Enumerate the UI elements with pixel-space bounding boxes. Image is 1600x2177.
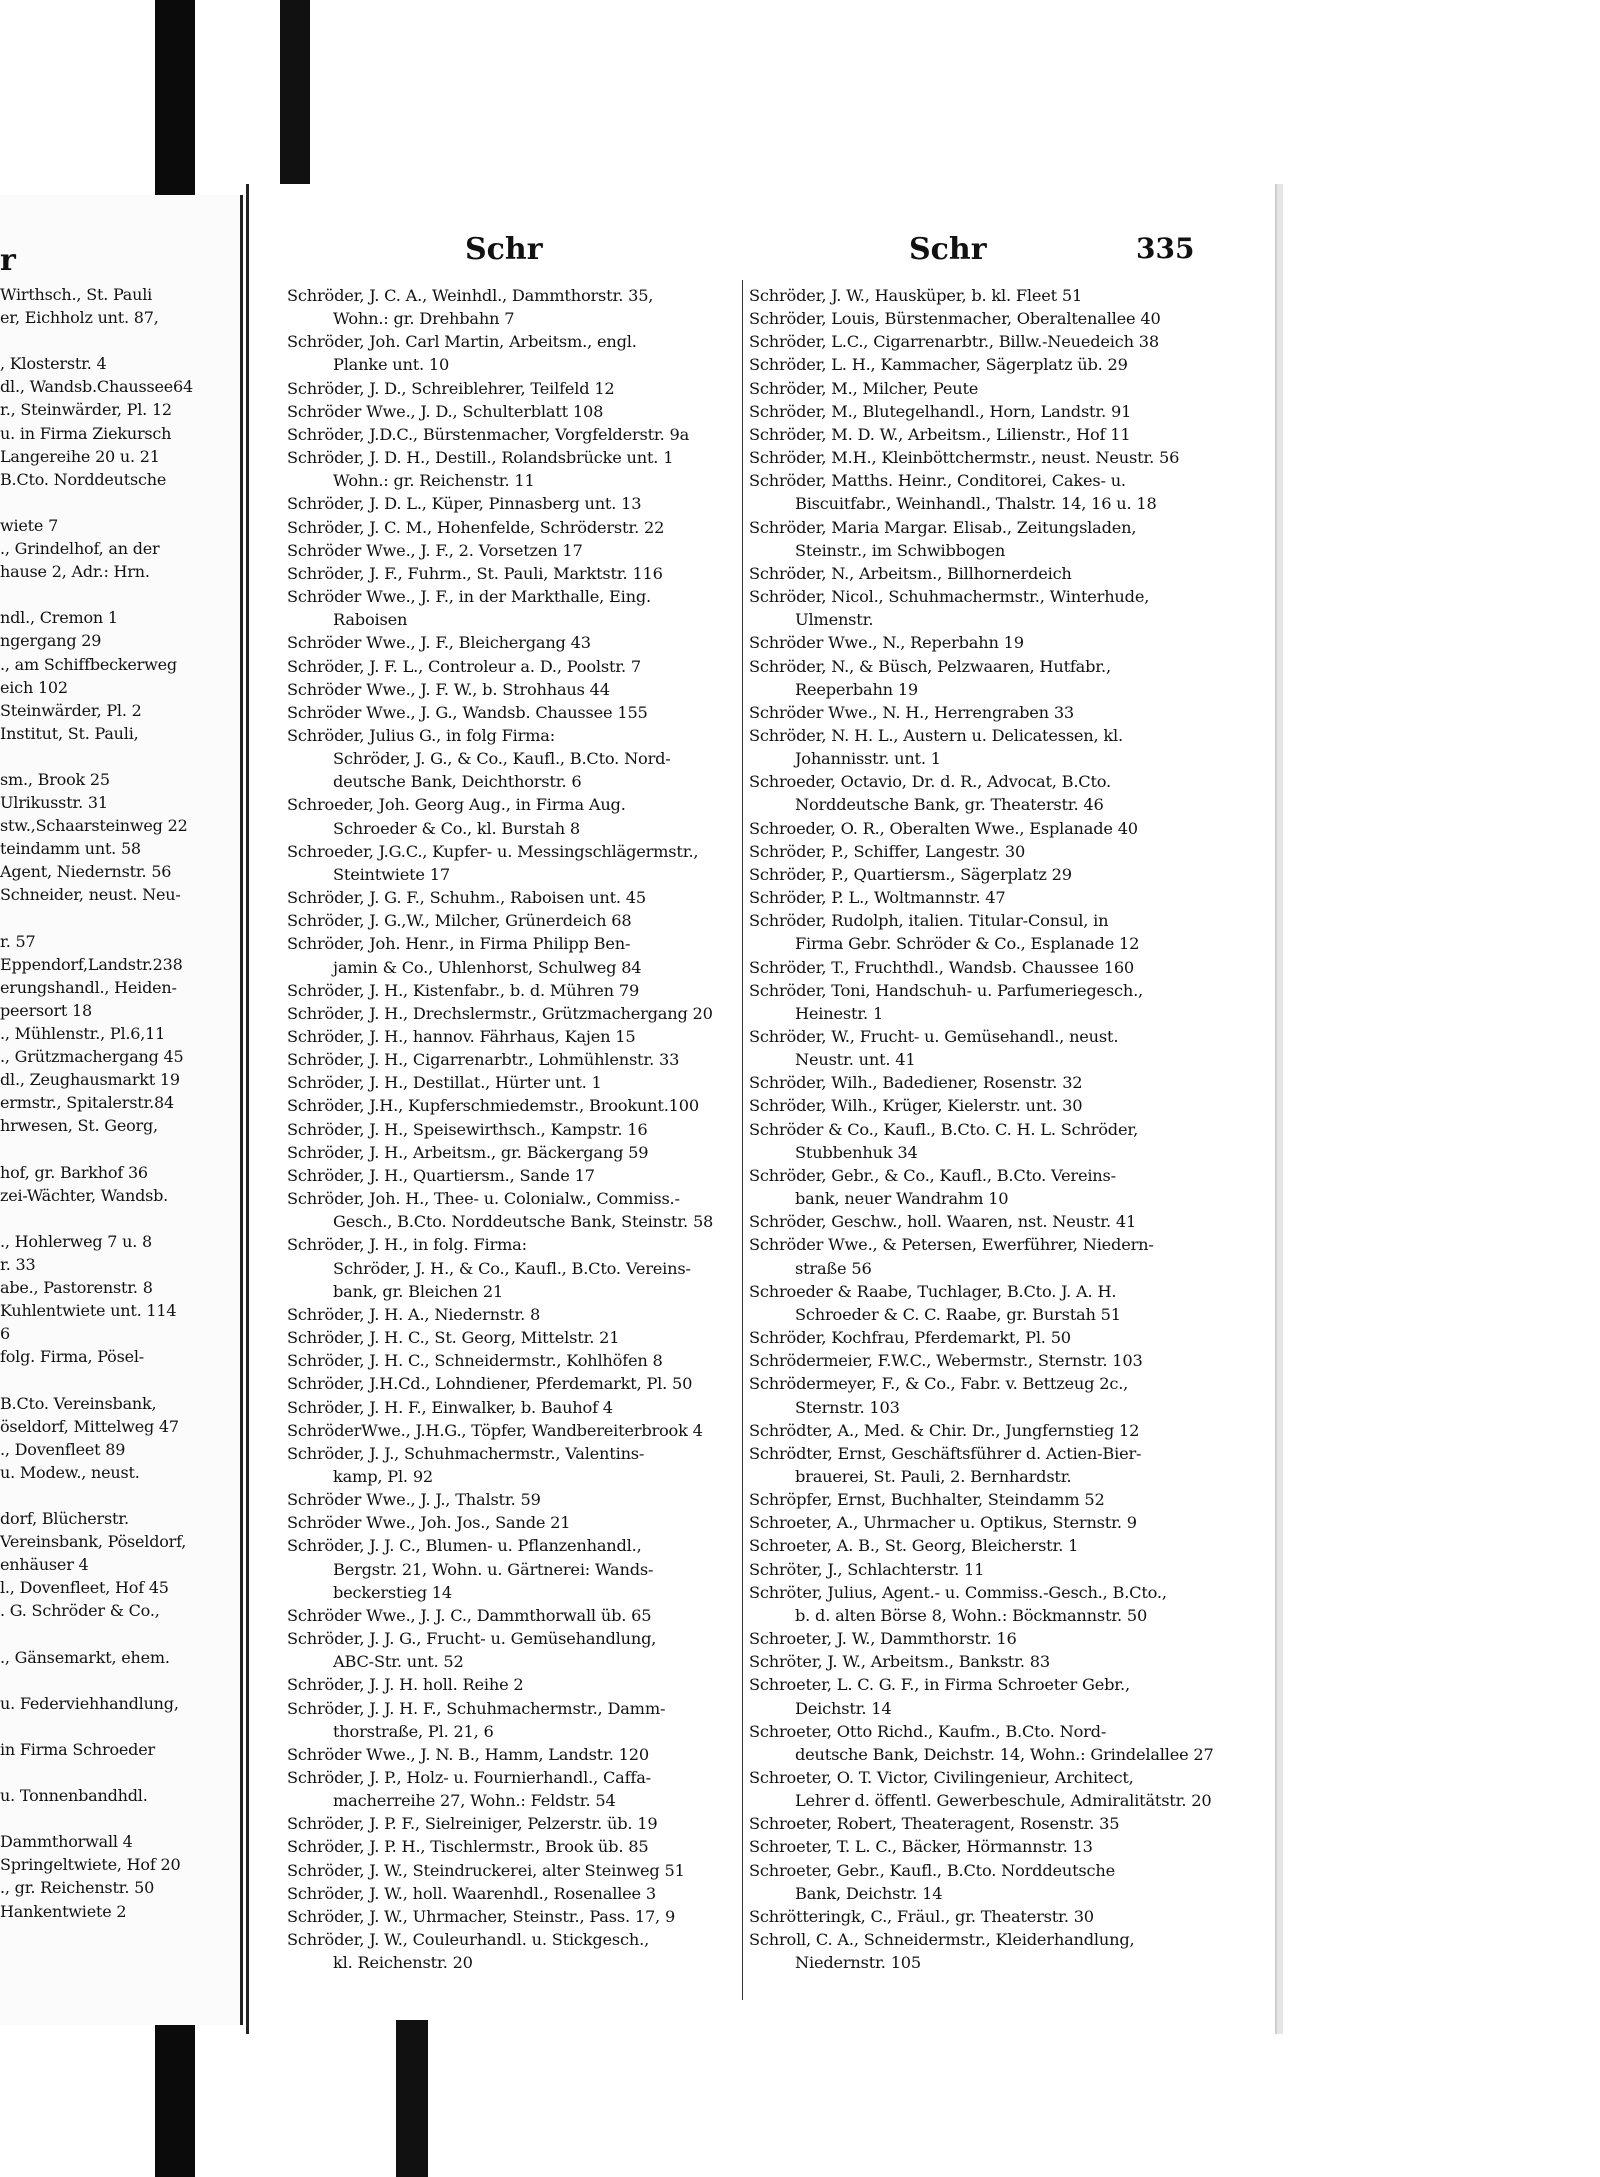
- left-page-line: [0, 1137, 240, 1160]
- directory-entry: Schröder, J. F. L., Controleur a. D., Poolstr. 7: [287, 656, 642, 676]
- directory-entry: Schröder, J.D.C., Bürstenmacher, Vorgfelderstr. 9a: [287, 424, 690, 444]
- directory-entry-continuation: Biscuitfabr., Weinhandl., Thalstr. 14, 16 u. 18: [795, 494, 1157, 514]
- directory-entry: Schröder, J.H.Cd., Lohndiener, Pferdemarkt, Pl. 50: [287, 1374, 693, 1394]
- left-page-line: Schneider, neust. Neu-: [0, 885, 181, 905]
- directory-entry: Schroeter, Gebr., Kaufl., B.Cto. Norddeutsche: [749, 1860, 1115, 1880]
- left-page-line: ndl., Cremon 1: [0, 608, 118, 628]
- directory-entry: Schröder, J. J. G., Frucht- u. Gemüsehandlung,: [287, 1629, 657, 1649]
- directory-entry: Schroeter, Robert, Theateragent, Rosenstr. 35: [749, 1814, 1120, 1834]
- left-page-line: r. 33: [0, 1254, 36, 1274]
- left-page-line: [0, 329, 240, 352]
- directory-entry: Schrödermeier, F.W.C., Webermstr., Sternstr. 103: [749, 1351, 1143, 1371]
- left-page-line: Dammthorwall 4: [0, 1832, 133, 1852]
- directory-entry: Schroeder, Octavio, Dr. d. R., Advocat, B.Cto.: [749, 772, 1111, 792]
- left-page-line: abe., Pastorenstr. 8: [0, 1278, 153, 1298]
- left-page-fragment: [0, 195, 243, 2025]
- directory-entry: Schröder, N., & Büsch, Pelzwaaren, Hutfabr.,: [749, 656, 1111, 676]
- directory-entry: Schröder Wwe., J. F., 2. Vorsetzen 17: [287, 540, 583, 560]
- left-page-line: dl., Wandsb.Chaussee64: [0, 377, 194, 397]
- left-page-line: hof, gr. Barkhof 36: [0, 1162, 148, 1182]
- directory-entry: Schröder, Rudolph, italien. Titular-Consul, in: [749, 911, 1109, 931]
- directory-entry: SchröderWwe., J.H.G., Töpfer, Wandbereiterbrook 4: [287, 1420, 703, 1440]
- left-page-line: ., gr. Reichenstr. 50: [0, 1878, 155, 1898]
- directory-entry: Schrötteringk, C., Fräul., gr. Theaterstr. 30: [749, 1906, 1094, 1926]
- directory-entry: Schröder, J. H. C., Schneidermstr., Kohlhöfen 8: [287, 1351, 663, 1371]
- directory-entry: Schröder, Gebr., & Co., Kaufl., B.Cto. Vereins-: [749, 1165, 1116, 1185]
- left-page-line: eich 102: [0, 677, 68, 697]
- directory-entry-continuation: thorstraße, Pl. 21, 6: [333, 1721, 494, 1741]
- left-page-line: [0, 1207, 240, 1230]
- directory-entry-continuation: Raboisen: [333, 610, 408, 630]
- left-page-line: r. 57: [0, 931, 36, 951]
- directory-entry: Schröder, J. W., holl. Waarenhdl., Rosenallee 3: [287, 1883, 656, 1903]
- directory-entry: Schröder, J. C. A., Weinhdl., Dammthorstr. 35,: [287, 286, 654, 305]
- directory-entry-continuation: kl. Reichenstr. 20: [333, 1953, 473, 1973]
- directory-entry: Schröder Wwe., J. J. C., Dammthorwall üb. 65: [287, 1605, 652, 1625]
- directory-entry: Schröder, Joh. H., Thee- u. Colonialw., Commiss.-: [287, 1189, 680, 1209]
- directory-entry: Schröder Wwe., J. G., Wandsb. Chaussee 155: [287, 702, 648, 722]
- left-page-header: r: [0, 243, 16, 278]
- directory-entry-continuation: Bergstr. 21, Wohn. u. Gärtnerei: Wands-: [333, 1559, 654, 1579]
- directory-column-right: [749, 284, 1237, 1974]
- directory-entry: Schröder, J. F., Fuhrm., St. Pauli, Marktstr. 116: [287, 563, 663, 583]
- directory-entry: Schröder, Geschw., holl. Waaren, nst. Neustr. 41: [749, 1212, 1137, 1232]
- left-page-line: hrwesen, St. Georg,: [0, 1116, 158, 1136]
- left-page-line: Ulrikusstr. 31: [0, 793, 108, 813]
- directory-entry: Schröder, J. P., Holz- u. Fournierhandl., Caffa-: [287, 1768, 651, 1787]
- left-page-line: enhäuser 4: [0, 1555, 89, 1575]
- left-page-line: wiete 7: [0, 515, 59, 535]
- column-divider: [742, 280, 743, 2000]
- directory-entry: Schröder, J. D. L., Küper, Pinnasberg unt. 13: [287, 494, 642, 514]
- directory-entry: Schröder, J. H., Kistenfabr., b. d. Mühren 79: [287, 980, 640, 1000]
- directory-entry: Schröder, J. H., Speisewirthsch., Kampstr. 16: [287, 1119, 648, 1139]
- directory-entry-continuation: beckerstieg 14: [333, 1582, 453, 1602]
- directory-entry: Schröder Wwe., J. F., in der Markthalle, Eing.: [287, 587, 651, 607]
- directory-entry-continuation: straße 56: [795, 1258, 872, 1278]
- directory-entry-continuation: Planke unt. 10: [333, 355, 450, 375]
- directory-entry: Schröder Wwe., N., Reperbahn 19: [749, 633, 1024, 653]
- directory-entry-continuation: bank, neuer Wandrahm 10: [795, 1189, 1009, 1209]
- directory-entry: Schröder, J. J. H. F., Schuhmachermstr., Damm-: [287, 1698, 666, 1718]
- left-page-line: Institut, St. Pauli,: [0, 723, 139, 743]
- directory-column-left: [287, 284, 775, 1974]
- directory-entry: Schröder, Joh. Henr., in Firma Philipp Ben-: [287, 934, 631, 954]
- directory-entry-continuation: bank, gr. Bleichen 21: [333, 1281, 504, 1301]
- left-page-line: dl., Zeughausmarkt 19: [0, 1070, 180, 1090]
- directory-entry: Schröter, J., Schlachterstr. 11: [749, 1559, 985, 1579]
- directory-entry: Schröder, P., Schiffer, Langestr. 30: [749, 841, 1026, 861]
- directory-entry: Schröder, P. L., Woltmannstr. 47: [749, 888, 1006, 908]
- directory-entry: Schröder, J. C. M., Hohenfelde, Schröderstr. 22: [287, 517, 665, 537]
- left-page-line: erungshandl., Heiden-: [0, 977, 177, 997]
- directory-entry-continuation: brauerei, St. Pauli, 2. Bernhardstr.: [795, 1466, 1072, 1486]
- directory-entry: Schroeter, O. T. Victor, Civilingenieur, Architect,: [749, 1768, 1134, 1787]
- directory-entry-continuation: deutsche Bank, Deichthorstr. 6: [333, 772, 582, 792]
- left-page-line: l., Dovenfleet, Hof 45: [0, 1578, 169, 1598]
- directory-entry: Schröder, Matths. Heinr., Conditorei, Cakes- u.: [749, 471, 1126, 491]
- directory-entry: Schröder, M.H., Kleinböttchermstr., neust. Neustr. 56: [749, 448, 1180, 468]
- left-page-line: u. Federviehhandlung,: [0, 1693, 179, 1713]
- directory-entry: Schröder, Toni, Handschuh- u. Parfumeriegesch.,: [749, 980, 1143, 1000]
- directory-entry: Schröder, J. P. H., Tischlermstr., Brook üb. 85: [287, 1837, 649, 1857]
- directory-entry: Schröder, Julius G., in folg Firma:: [287, 725, 555, 745]
- directory-entry: Schröder, W., Frucht- u. Gemüsehandl., neust.: [749, 1027, 1119, 1046]
- directory-entry: Schröder, M., Milcher, Peute: [749, 378, 979, 398]
- directory-entry: Schröder, Maria Margar. Elisab., Zeitungsladen,: [749, 517, 1137, 537]
- left-page-line: öseldorf, Mittelweg 47: [0, 1416, 179, 1436]
- left-page-line: [0, 583, 240, 606]
- directory-entry: Schröder, J. H. F., Einwalker, b. Bauhof 4: [287, 1397, 613, 1417]
- directory-entry-continuation: macherreihe 27, Wohn.: Feldstr. 54: [333, 1791, 616, 1811]
- directory-entry-continuation: Steinstr., im Schwibbogen: [795, 540, 1006, 560]
- directory-entry-continuation: Sternstr. 103: [795, 1397, 900, 1417]
- left-page-line: folg. Firma, Pösel-: [0, 1347, 144, 1367]
- left-page-line: ., Grindelhof, an der: [0, 539, 160, 559]
- directory-entry-continuation: Schröder, J. H., & Co., Kaufl., B.Cto. Vereins-: [333, 1258, 691, 1278]
- directory-entry: Schröder, J. G. F., Schuhm., Raboisen unt. 45: [287, 888, 646, 908]
- left-page-line: ., Dovenfleet 89: [0, 1439, 126, 1459]
- left-page-line: [0, 1622, 240, 1645]
- directory-entry-continuation: Ulmenstr.: [795, 610, 874, 630]
- directory-entry: Schröter, Julius, Agent.- u. Commiss.-Gesch., B.Cto.,: [749, 1582, 1167, 1602]
- directory-entry-continuation: Wohn.: gr. Drehbahn 7: [333, 309, 515, 329]
- left-page-line: , Klosterstr. 4: [0, 354, 107, 374]
- directory-entry-continuation: Johannisstr. unt. 1: [795, 749, 941, 769]
- left-page-line: [0, 1669, 240, 1692]
- directory-entry-continuation: Firma Gebr. Schröder & Co., Esplanade 12: [795, 934, 1140, 954]
- left-page-line: Eppendorf,Landstr.238: [0, 954, 183, 974]
- right-page: [246, 184, 1277, 2034]
- page-header: [249, 232, 1249, 276]
- left-page-line: dorf, Blücherstr.: [0, 1508, 129, 1528]
- directory-entry: Schröder, J.H., Kupferschmiedemstr., Brookunt.100: [287, 1096, 699, 1116]
- left-page-line: sm., Brook 25: [0, 769, 110, 789]
- directory-entry-continuation: Heinestr. 1: [795, 1003, 884, 1023]
- directory-entry: Schröder Wwe., J. F. W., b. Strohhaus 44: [287, 679, 610, 699]
- directory-entry: Schröder, J. H., in folg. Firma:: [287, 1235, 527, 1255]
- directory-entry-continuation: Norddeutsche Bank, gr. Theaterstr. 46: [795, 795, 1104, 815]
- left-page-line: er, Eichholz unt. 87,: [0, 308, 159, 328]
- directory-entry: Schröder, J. H., Quartiersm., Sande 17: [287, 1165, 595, 1185]
- directory-entry: Schröder, J. H., Drechslermstr., Grützmachergang 20: [287, 1003, 713, 1023]
- directory-entry: Schrödter, Ernst, Geschäftsführer d. Actien-Bier-: [749, 1443, 1142, 1463]
- directory-entry-continuation: Reeperbahn 19: [795, 679, 919, 699]
- directory-entry: Schröder, J. H., Destillat., Hürter unt. 1: [287, 1073, 602, 1093]
- left-page-line: ., am Schiffbeckerweg: [0, 654, 177, 674]
- directory-entry: Schröder, T., Fruchthdl., Wandsb. Chaussee 160: [749, 957, 1135, 977]
- left-page-line: ., Gänsemarkt, ehem.: [0, 1647, 170, 1667]
- directory-entry: Schrödermeyer, F., & Co., Fabr. v. Bettzeug 2c.,: [749, 1374, 1129, 1394]
- left-page-line: B.Cto. Vereinsbank,: [0, 1393, 157, 1413]
- directory-entry: Schröder, Nicol., Schuhmachermstr., Winterhude,: [749, 587, 1150, 607]
- directory-entry: Schroeder & Raabe, Tuchlager, B.Cto. J. A. H.: [749, 1281, 1117, 1301]
- directory-entry: Schröder, N. H. L., Austern u. Delicatessen, kl.: [749, 725, 1123, 745]
- directory-entry: Schroeter, T. L. C., Bäcker, Hörmannstr. 13: [749, 1837, 1093, 1857]
- directory-entry: Schröder, J. J., Schuhmachermstr., Valentins-: [287, 1443, 645, 1463]
- directory-entry: Schröder, J. D. H., Destill., Rolandsbrücke unt. 1: [287, 448, 674, 468]
- left-page-line: ., Grützmachergang 45: [0, 1047, 184, 1067]
- directory-entry: Schröder, M. D. W., Arbeitsm., Lilienstr., Hof 11: [749, 424, 1131, 444]
- running-head-left: Schr: [465, 232, 543, 267]
- directory-entry-continuation: deutsche Bank, Deichstr. 14, Wohn.: Grindelallee 27: [795, 1744, 1214, 1764]
- directory-entry: Schroeter, A., Uhrmacher u. Optikus, Sternstr. 9: [749, 1513, 1137, 1533]
- left-page-line: [0, 745, 240, 768]
- directory-entry: Schröder, J. P. F., Sielreiniger, Pelzerstr. üb. 19: [287, 1814, 658, 1834]
- page-number: 335: [1136, 232, 1195, 265]
- directory-entry-continuation: ABC-Str. unt. 52: [333, 1652, 464, 1672]
- left-page-line: teindamm unt. 58: [0, 839, 141, 859]
- directory-entry: Schröder, J. H., hannov. Fährhaus, Kajen 15: [287, 1027, 636, 1046]
- directory-entry: Schröder Wwe., J. F., Bleichergang 43: [287, 633, 591, 653]
- directory-entry-continuation: Stubbenhuk 34: [795, 1142, 918, 1162]
- left-page-line: u. Modew., neust.: [0, 1462, 140, 1482]
- directory-entry: Schroeder, O. R., Oberalten Wwe., Esplanade 40: [749, 818, 1138, 838]
- left-page-line: ., Hohlerweg 7 u. 8: [0, 1231, 152, 1251]
- left-page-line: stw.,Schaarsteinweg 22: [0, 816, 188, 836]
- directory-entry: Schröder, J. H. C., St. Georg, Mittelstr. 21: [287, 1328, 620, 1348]
- directory-entry: Schröder, N., Arbeitsm., Billhornerdeich: [749, 563, 1072, 583]
- directory-entry: Schröder, J. W., Hausküper, b. kl. Fleet 51: [749, 286, 1083, 305]
- directory-entry-continuation: Deichstr. 14: [795, 1698, 892, 1718]
- directory-entry-continuation: Steintwiete 17: [333, 864, 450, 884]
- left-page-line: Langereihe 20 u. 21: [0, 446, 160, 466]
- directory-entry-continuation: Schröder, J. G., & Co., Kaufl., B.Cto. Nord-: [333, 749, 671, 769]
- left-page-line: 6: [0, 1324, 10, 1344]
- directory-entry: Schröder, Wilh., Krüger, Kielerstr. unt. 30: [749, 1096, 1083, 1116]
- left-page-line: Springeltwiete, Hof 20: [0, 1855, 181, 1875]
- directory-entry: Schröder Wwe., J. N. B., Hamm, Landstr. 120: [287, 1744, 649, 1764]
- directory-entry-continuation: b. d. alten Börse 8, Wohn.: Böckmannstr. 50: [795, 1605, 1148, 1625]
- left-page-line: peersort 18: [0, 1000, 92, 1020]
- left-page-line: [0, 1484, 240, 1507]
- directory-entry: Schröder & Co., Kaufl., B.Cto. C. H. L. Schröder,: [749, 1119, 1139, 1139]
- left-page-line: [0, 491, 240, 514]
- directory-entry: Schröder Wwe., N. H., Herrengraben 33: [749, 702, 1075, 722]
- directory-entry: Schröder, P., Quartiersm., Sägerplatz 29: [749, 864, 1072, 884]
- directory-entry-continuation: Niedernstr. 105: [795, 1953, 921, 1973]
- left-page-line: Vereinsbank, Pöseldorf,: [0, 1532, 187, 1552]
- directory-entry: Schröder, Wilh., Badediener, Rosenstr. 32: [749, 1073, 1083, 1093]
- directory-entry: Schröder, L. H., Kammacher, Sägerplatz üb. 29: [749, 355, 1128, 375]
- directory-entry: Schroll, C. A., Schneidermstr., Kleiderhandlung,: [749, 1930, 1135, 1950]
- left-page-line: ngergang 29: [0, 631, 102, 651]
- left-page-line: r., Steinwärder, Pl. 12: [0, 400, 172, 420]
- directory-entry: Schröder Wwe., J. D., Schulterblatt 108: [287, 401, 604, 421]
- directory-entry: Schröder, J. W., Steindruckerei, alter Steinweg 51: [287, 1860, 685, 1880]
- left-page-line: . G. Schröder & Co.,: [0, 1601, 160, 1621]
- directory-entry: Schröpfer, Ernst, Buchhalter, Steindamm 52: [749, 1490, 1105, 1510]
- left-page-line: Steinwärder, Pl. 2: [0, 700, 142, 720]
- left-page-line: u. in Firma Ziekursch: [0, 423, 172, 443]
- directory-entry: Schroeter, A. B., St. Georg, Bleicherstr. 1: [749, 1536, 1079, 1556]
- directory-entry: Schröder, J. H. A., Niedernstr. 8: [287, 1304, 541, 1324]
- directory-entry-continuation: Neustr. unt. 41: [795, 1050, 916, 1070]
- directory-entry: Schroeter, J. W., Dammthorstr. 16: [749, 1629, 1017, 1649]
- directory-entry: Schröder, J. J. C., Blumen- u. Pflanzenhandl.,: [287, 1536, 642, 1556]
- directory-entry: Schröder, Joh. Carl Martin, Arbeitsm., engl.: [287, 332, 637, 352]
- directory-entry: Schröter, J. W., Arbeitsm., Bankstr. 83: [749, 1652, 1050, 1672]
- directory-entry: Schröder, J. W., Uhrmacher, Steinstr., Pass. 17, 9: [287, 1906, 676, 1926]
- binding-tab: [396, 2020, 428, 2177]
- directory-entry-continuation: Lehrer d. öffentl. Gewerbeschule, Admiralitätstr. 20: [795, 1791, 1212, 1811]
- left-page-line: [0, 1807, 240, 1830]
- left-page-line: Hankentwiete 2: [0, 1901, 127, 1921]
- left-page-line: ., Mühlenstr., Pl.6,11: [0, 1024, 166, 1043]
- directory-entry: Schrödter, A., Med. & Chir. Dr., Jungfernstieg 12: [749, 1420, 1140, 1440]
- directory-entry: Schröder, J. J. H. holl. Reihe 2: [287, 1675, 524, 1695]
- directory-entry-continuation: Bank, Deichstr. 14: [795, 1883, 943, 1903]
- left-page-line: Kuhlentwiete unt. 114: [0, 1301, 177, 1321]
- left-page-line: u. Tonnenbandhdl.: [0, 1786, 148, 1806]
- directory-entry-continuation: Schroeder & C. C. Raabe, gr. Burstah 51: [795, 1304, 1121, 1324]
- directory-entry: Schröder, M., Blutegelhandl., Horn, Landstr. 91: [749, 401, 1132, 421]
- left-page-line: [0, 1761, 240, 1784]
- directory-entry-continuation: Schroeder & Co., kl. Burstah 8: [333, 818, 580, 838]
- directory-entry: Schröder, J. H., Cigarrenarbtr., Lohmühlenstr. 33: [287, 1050, 680, 1070]
- left-page-line: hause 2, Adr.: Hrn.: [0, 562, 150, 582]
- directory-entry-continuation: jamin & Co., Uhlenhorst, Schulweg 84: [333, 957, 642, 977]
- directory-entry: Schröder, J. H., Arbeitsm., gr. Bäckergang 59: [287, 1142, 649, 1162]
- running-head-right: Schr: [909, 232, 987, 267]
- directory-entry-continuation: kamp, Pl. 92: [333, 1466, 434, 1486]
- directory-entry: Schröder, J. G.,W., Milcher, Grünerdeich 68: [287, 911, 632, 931]
- directory-entry: Schröder Wwe., J. J., Thalstr. 59: [287, 1490, 541, 1510]
- left-page-line: [0, 907, 240, 930]
- left-page-line: ermstr., Spitalerstr.84: [0, 1093, 174, 1113]
- directory-entry: Schröder, L.C., Cigarrenarbtr., Billw.-Neuedeich 38: [749, 332, 1159, 352]
- directory-entry: Schröder Wwe., & Petersen, Ewerführer, Niedern-: [749, 1235, 1154, 1255]
- left-page-line: Wirthsch., St. Pauli: [0, 285, 153, 304]
- left-page-line: B.Cto. Norddeutsche: [0, 469, 167, 489]
- directory-entry-continuation: Gesch., B.Cto. Norddeutsche Bank, Steinstr. 58: [333, 1212, 714, 1232]
- left-page-line: zei-Wächter, Wandsb.: [0, 1185, 169, 1205]
- left-page-line: Agent, Niedernstr. 56: [0, 862, 172, 882]
- directory-entry: Schroeder, Joh. Georg Aug., in Firma Aug.: [287, 795, 626, 815]
- directory-entry: Schroeter, Otto Richd., Kaufm., B.Cto. Nord-: [749, 1721, 1107, 1741]
- directory-entry: Schröder, J. D., Schreiblehrer, Teilfeld 12: [287, 378, 615, 398]
- left-page-line: in Firma Schroeder: [0, 1739, 155, 1759]
- left-page-line: [0, 1715, 240, 1738]
- directory-entry: Schröder, Louis, Bürstenmacher, Oberaltenallee 40: [749, 309, 1161, 329]
- left-page-lines: [0, 283, 240, 1923]
- directory-entry: Schroeder, J.G.C., Kupfer- u. Messingschlägermstr.,: [287, 841, 699, 861]
- left-page-line: [0, 1368, 240, 1391]
- directory-entry: Schröder, J. W., Couleurhandl. u. Stickgesch.,: [287, 1930, 650, 1950]
- directory-entry: Schröder, Kochfrau, Pferdemarkt, Pl. 50: [749, 1328, 1071, 1348]
- directory-entry: Schröder Wwe., Joh. Jos., Sande 21: [287, 1513, 571, 1533]
- directory-entry: Schroeter, L. C. G. F., in Firma Schroeter Gebr.,: [749, 1675, 1130, 1695]
- directory-entry-continuation: Wohn.: gr. Reichenstr. 11: [333, 471, 535, 491]
